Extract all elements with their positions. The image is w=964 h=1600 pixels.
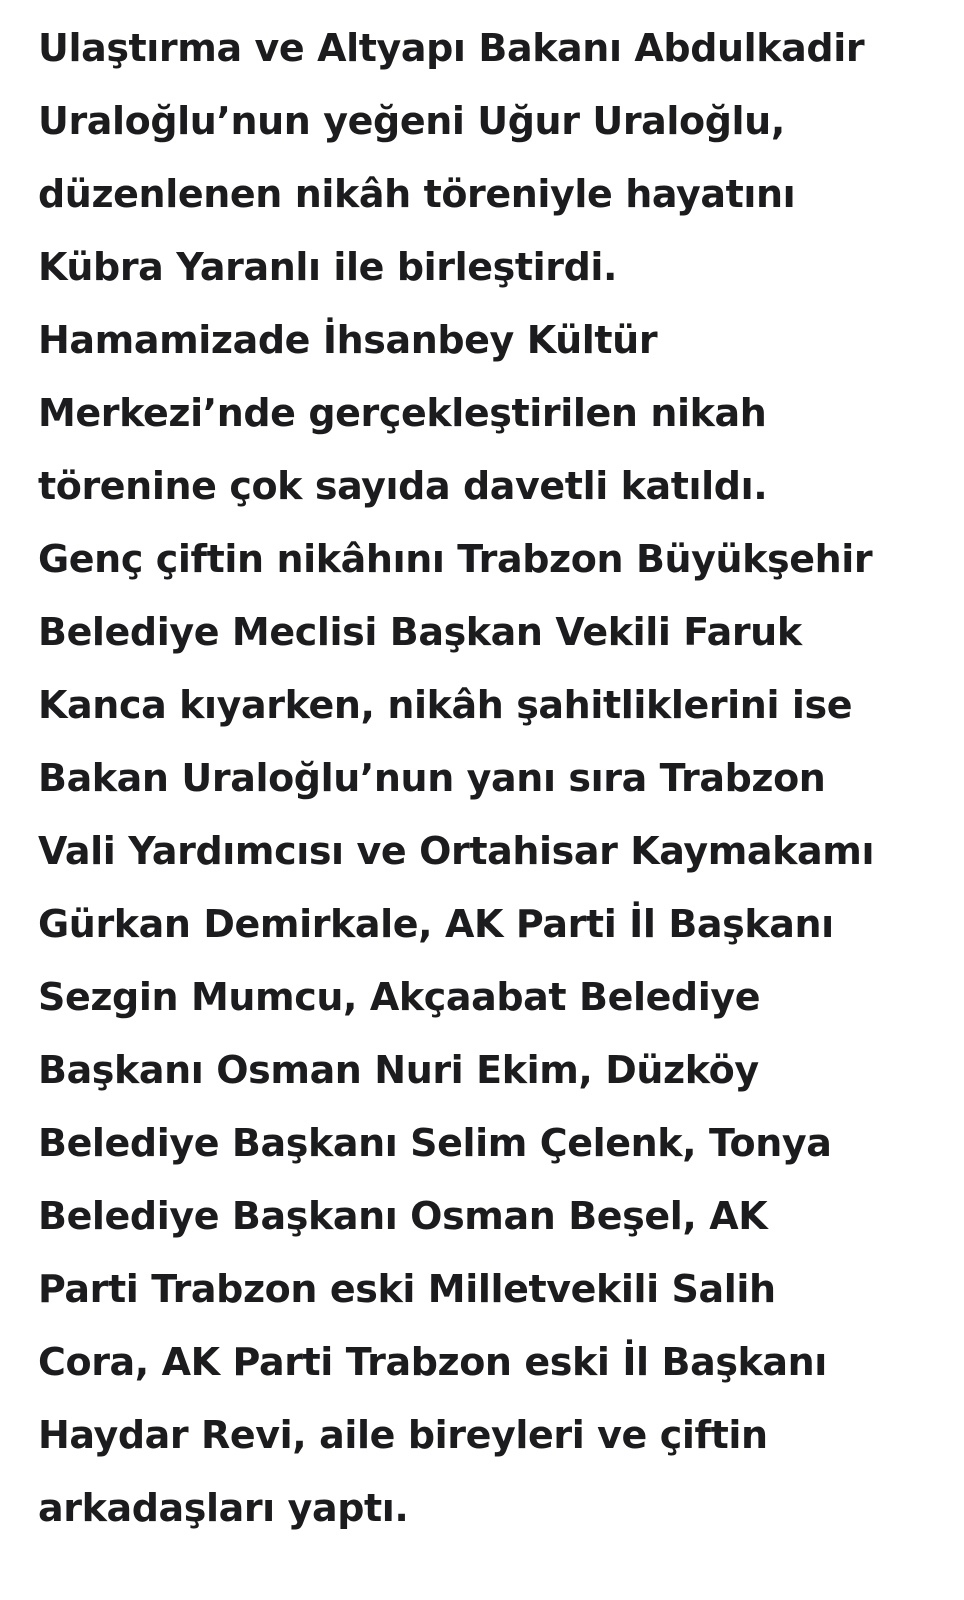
article-line: Genç çiftin nikâhını Trabzon Büyükşehir: [38, 537, 873, 581]
article-line: Başkanı Osman Nuri Ekim, Düzköy: [38, 1048, 759, 1092]
article-line: Merkezi’nde gerçekleştirilen nikah: [38, 391, 767, 435]
article-line: Belediye Başkanı Osman Beşel, AK: [38, 1194, 768, 1238]
article-line: Kübra Yaranlı ile birleştirdi.: [38, 245, 618, 289]
article-line: düzenlenen nikâh töreniyle hayatını: [38, 172, 796, 216]
article-line: arkadaşları yaptı.: [38, 1486, 409, 1530]
article-line: Haydar Revi, aile bireyleri ve çiftin: [38, 1413, 768, 1457]
article-line: Belediye Meclisi Başkan Vekili Faruk: [38, 610, 802, 654]
article-line: Hamamizade İhsanbey Kültür: [38, 318, 658, 362]
article-line: Kanca kıyarken, nikâh şahitliklerini ise: [38, 683, 853, 727]
article-line: Bakan Uraloğlu’nun yanı sıra Trabzon: [38, 756, 826, 800]
article-line: Ulaştırma ve Altyapı Bakanı Abdulkadir: [38, 26, 865, 70]
article-text: [38, 12, 938, 1545]
article-line: Uraloğlu’nun yeğeni Uğur Uraloğlu,: [38, 99, 785, 143]
article-line: Belediye Başkanı Selim Çelenk, Tonya: [38, 1121, 832, 1165]
article-line: Gürkan Demirkale, AK Parti İl Başkanı: [38, 902, 834, 946]
article-line: Cora, AK Parti Trabzon eski İl Başkanı: [38, 1340, 827, 1384]
article-line: Vali Yardımcısı ve Ortahisar Kaymakamı: [38, 829, 875, 873]
article-line: törenine çok sayıda davetli katıldı.: [38, 464, 768, 508]
article-line: Parti Trabzon eski Milletvekili Salih: [38, 1267, 776, 1311]
article-line: Sezgin Mumcu, Akçaabat Belediye: [38, 975, 761, 1019]
